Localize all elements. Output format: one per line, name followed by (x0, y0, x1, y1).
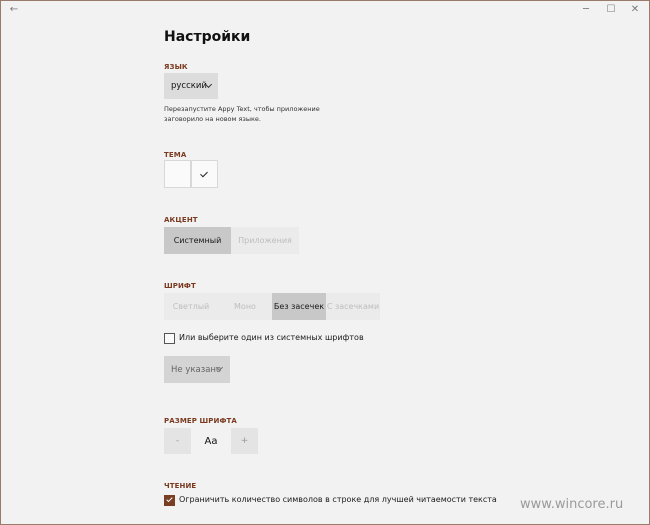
language-select-value: русский (171, 81, 207, 91)
maximize-icon[interactable]: ☐ (606, 4, 616, 15)
language-label: ЯЗЫК (164, 63, 188, 71)
title-bar (1, 1, 649, 19)
system-font-select[interactable] (164, 356, 230, 383)
minimize-icon[interactable]: ─ (582, 4, 590, 15)
reading-label: ЧТЕНИЕ (164, 482, 197, 490)
font-size-sample: Aa (204, 435, 218, 447)
font-size-decrease-button[interactable]: - (164, 428, 191, 454)
accent-option-system[interactable]: Системный (164, 227, 231, 254)
close-icon[interactable]: ✕ (630, 4, 640, 15)
checkmark-icon (200, 170, 208, 178)
system-font-select-value: Не указано (171, 364, 222, 375)
line-limit-checkbox[interactable] (164, 495, 175, 506)
accent-option-app[interactable]: Приложения (231, 227, 299, 254)
theme-option-dark[interactable] (191, 160, 218, 188)
theme-option-light[interactable] (164, 160, 191, 188)
back-arrow-icon[interactable]: ← (9, 4, 19, 15)
language-restart-note: Перезапустите Appy Text, чтобы приложение заговорило на новом языке. (164, 105, 320, 123)
system-font-checkbox-label: Или выберите один из системных шрифтов (179, 333, 364, 342)
font-size-label: РАЗМЕР ШРИФТА (164, 417, 237, 425)
accent-label: АКЦЕНТ (164, 216, 198, 224)
font-option-light[interactable]: Светлый (164, 293, 218, 320)
font-label: ШРИФТ (164, 282, 196, 290)
system-font-checkbox[interactable] (164, 333, 175, 344)
page-title: Настройки (164, 29, 251, 45)
theme-label: ТЕМА (164, 151, 187, 159)
line-limit-checkbox-label: Ограничить количество символов в строке для лучшей читаемости текста (179, 495, 497, 504)
font-option-serif[interactable]: С засечками (326, 293, 380, 320)
language-select[interactable] (164, 73, 218, 99)
font-option-mono[interactable]: Моно (218, 293, 272, 320)
checkmark-icon (166, 496, 172, 502)
font-option-sans[interactable]: Без засечек (272, 293, 326, 320)
font-size-increase-button[interactable]: + (231, 428, 258, 454)
watermark: www.wincore.ru (520, 497, 624, 512)
